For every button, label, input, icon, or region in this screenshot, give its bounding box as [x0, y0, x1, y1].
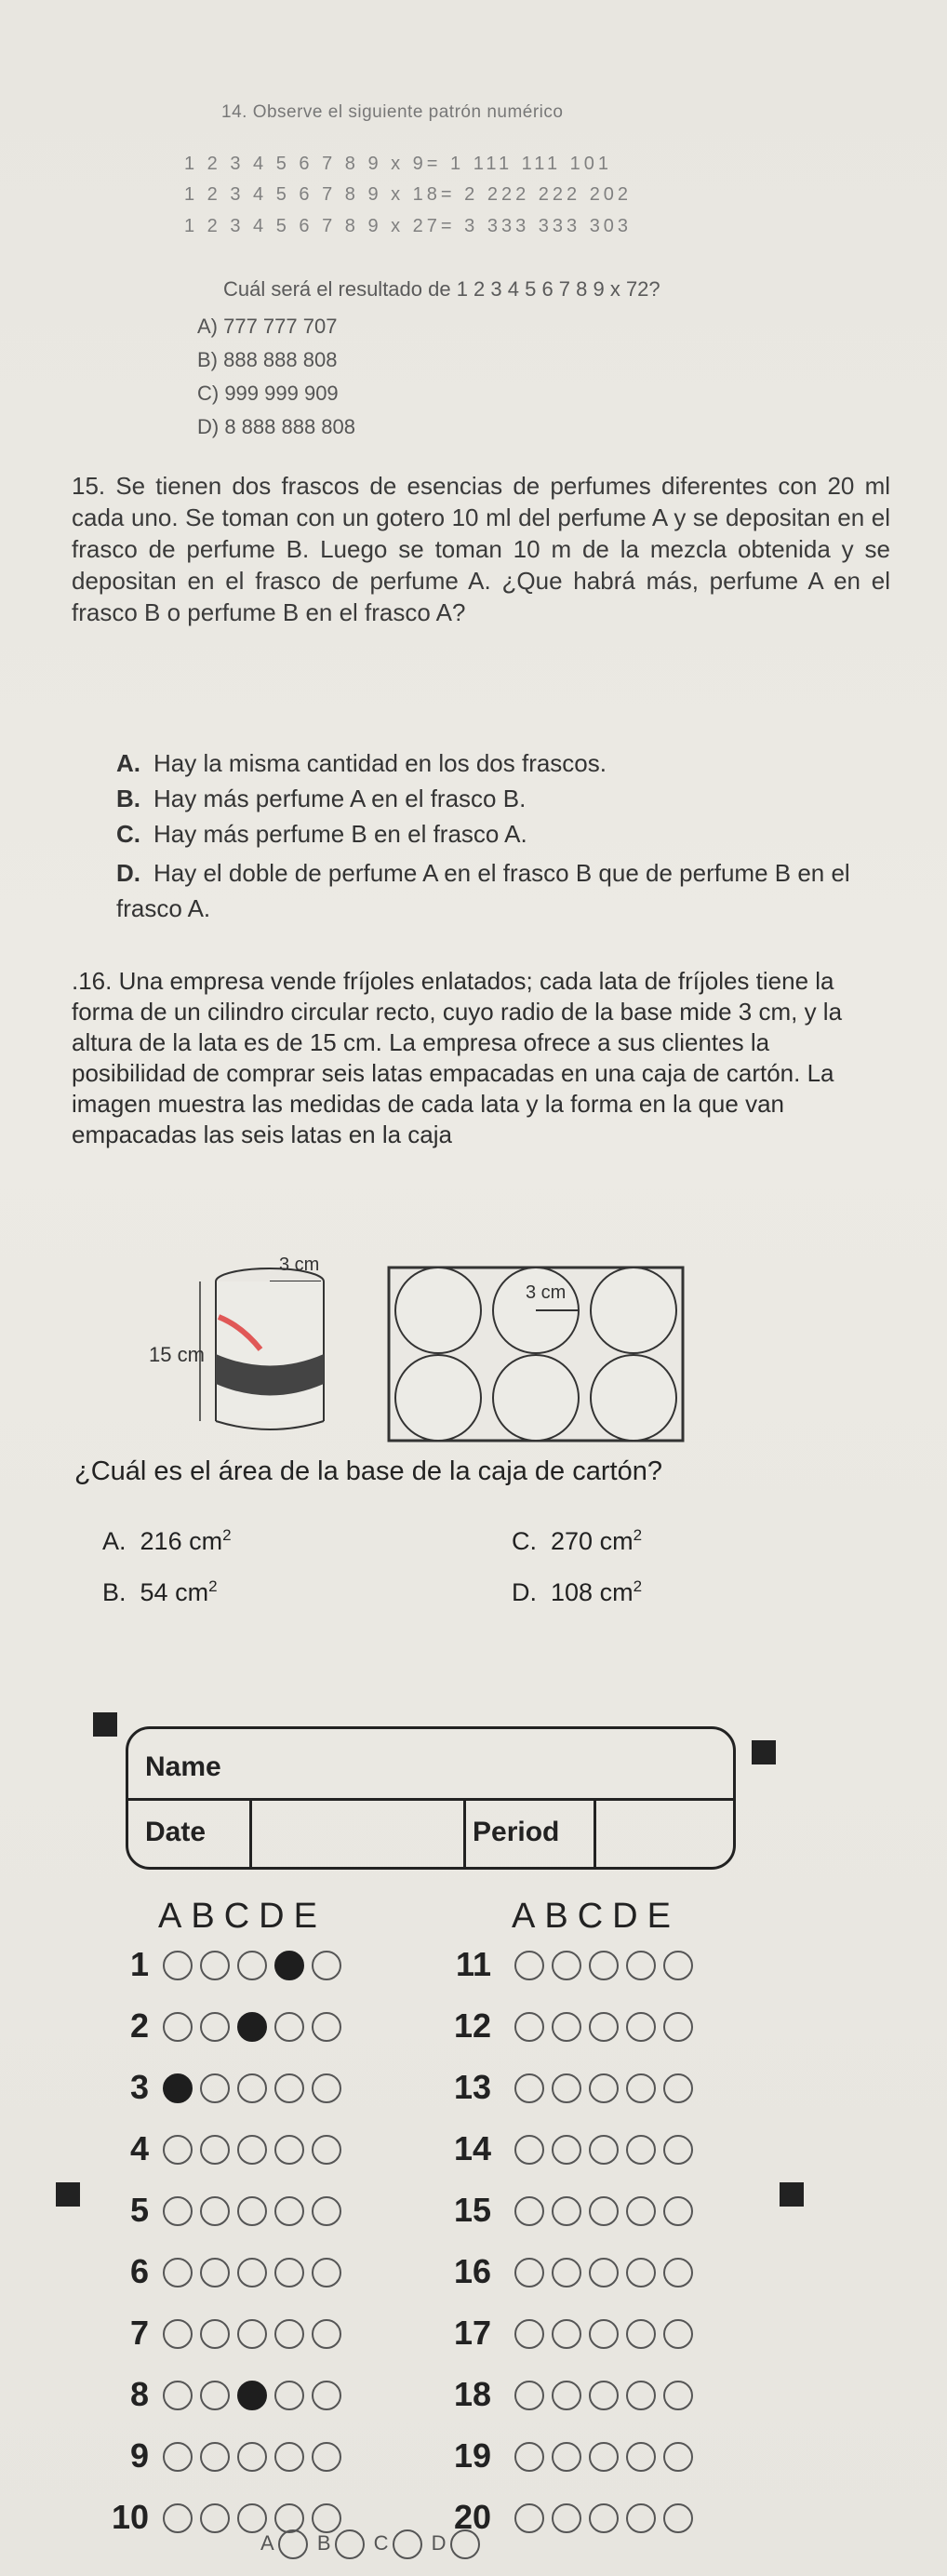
answer-bubble[interactable] [663, 1951, 693, 1980]
bubble-header-left: ABCDE [158, 1897, 327, 1936]
answer-bubble[interactable] [663, 2503, 693, 2533]
footer-bubble[interactable] [393, 2529, 422, 2559]
answer-bubble[interactable] [200, 2135, 230, 2165]
answer-bubble[interactable] [163, 2381, 193, 2410]
answer-bubble[interactable] [274, 2381, 304, 2410]
answer-bubble[interactable] [237, 2012, 267, 2042]
footer-bubbles [260, 2529, 484, 2559]
answer-bubble[interactable] [589, 1951, 619, 1980]
answer-bubble[interactable] [237, 1951, 267, 1980]
answer-bubble[interactable] [552, 2442, 581, 2472]
name-date-box [126, 1726, 736, 1870]
answer-bubble[interactable] [274, 2073, 304, 2103]
name-label: Name [145, 1751, 221, 1782]
q16-answer-d-exp: 2 [633, 1577, 643, 1595]
question-number: 17 [453, 2314, 491, 2352]
answer-bubble[interactable] [163, 1951, 193, 1980]
question-number: 3 [129, 2068, 149, 2106]
answer-bubble[interactable] [626, 2503, 656, 2533]
answer-bubble[interactable] [626, 2442, 656, 2472]
footer-letter: D [431, 2530, 447, 2555]
answer-bubble[interactable] [589, 2381, 619, 2410]
bubble-header-right: ABCDE [512, 1897, 680, 1936]
question-number: 10 [111, 2498, 149, 2536]
answer-bubble[interactable] [312, 2073, 341, 2103]
footer-bubble[interactable] [335, 2529, 365, 2559]
answer-bubble[interactable] [552, 2381, 581, 2410]
answer-bubble[interactable] [200, 2073, 230, 2103]
answer-bubble[interactable] [626, 2073, 656, 2103]
footer-bubble[interactable] [278, 2529, 308, 2559]
answer-bubble[interactable] [663, 2381, 693, 2410]
answer-bubble[interactable] [589, 2073, 619, 2103]
question-number: 15 [453, 2191, 491, 2229]
question-number: 6 [129, 2252, 149, 2290]
answer-bubble[interactable] [552, 2073, 581, 2103]
question-number: 1 [129, 1945, 149, 1983]
answer-bubble[interactable] [514, 2319, 544, 2349]
answer-bubble[interactable] [514, 2258, 544, 2288]
q15-option-c [116, 820, 527, 849]
box-radius-label: 3 cm [526, 1282, 567, 1303]
q14-pattern-line-1: 1 2 3 4 5 6 7 8 9 x 9= 1 111 111 101 [184, 154, 612, 174]
question-number: 5 [129, 2191, 149, 2229]
answer-bubble[interactable] [552, 2319, 581, 2349]
answer-bubble[interactable] [626, 2135, 656, 2165]
q14-pattern-line-3: 1 2 3 4 5 6 7 8 9 x 27= 3 333 333 303 [184, 216, 633, 236]
footer-bubble[interactable] [450, 2529, 480, 2559]
answer-bubble[interactable] [663, 2319, 693, 2349]
answer-bubble[interactable] [274, 2319, 304, 2349]
question-number: 9 [129, 2436, 149, 2475]
answer-bubble[interactable] [237, 2381, 267, 2410]
q16-answer-b-value: 54 cm [140, 1578, 209, 1606]
q16-answer-d [512, 1577, 642, 1607]
can-radius-label: 3 cm [279, 1254, 320, 1275]
answer-bubble[interactable] [274, 2258, 304, 2288]
answer-bubble[interactable] [200, 1951, 230, 1980]
answer-bubble[interactable] [514, 2503, 544, 2533]
q14-option-d: D) 8 888 888 808 [197, 415, 356, 438]
answer-bubble[interactable] [200, 2196, 230, 2226]
answer-bubble[interactable] [274, 2196, 304, 2226]
answer-bubble[interactable] [200, 2381, 230, 2410]
q14-title: 14. Observe el siguiente patrón numérico [221, 102, 564, 122]
q16-answer-c-value: 270 cm [551, 1527, 634, 1555]
q16-answer-b-exp: 2 [208, 1577, 218, 1595]
registration-mark [780, 2182, 804, 2207]
answer-bubble[interactable] [274, 2442, 304, 2472]
answer-bubble[interactable] [663, 2196, 693, 2226]
q14-option-c: C) 999 999 909 [197, 382, 339, 405]
answer-bubble[interactable] [163, 2012, 193, 2042]
q16-answer-c [512, 1526, 642, 1556]
divider [249, 1798, 252, 1867]
q14-pattern-line-2: 1 2 3 4 5 6 7 8 9 x 18= 2 222 222 202 [184, 184, 633, 205]
q16-answer-c-exp: 2 [633, 1526, 643, 1544]
answer-bubble[interactable] [589, 2135, 619, 2165]
answer-bubble[interactable] [626, 2012, 656, 2042]
q15-option-c-letter: C. [116, 820, 140, 848]
q15-option-d-text: Hay el doble de perfume A en el frasco B que de perfume B en el frasco A. [116, 859, 850, 922]
q16-answer-b [102, 1577, 218, 1607]
answer-bubble[interactable] [237, 2073, 267, 2103]
answer-bubble[interactable] [200, 2319, 230, 2349]
answer-bubble[interactable] [312, 2442, 341, 2472]
answer-bubble[interactable] [552, 1951, 581, 1980]
answer-bubble[interactable] [200, 2503, 230, 2533]
q14-option-a: A) 777 777 707 [197, 315, 338, 338]
divider [594, 1798, 596, 1867]
question-number: 16 [453, 2252, 491, 2290]
answer-bubble[interactable] [200, 2258, 230, 2288]
answer-bubble[interactable] [514, 2135, 544, 2165]
q15-option-a-text: Hay la misma cantidad en los dos frascos. [153, 749, 607, 777]
answer-bubble[interactable] [514, 1951, 544, 1980]
q15-text: 15. Se tienen dos frascos de esencias de perfumes diferentes con 20 ml cada uno. Se toman con un gotero 10 ml del perfume A y se depositan en el frasco de perfume B. Luego se toman 10 m de la mezcla obtenida y se depositan en el frasco de perfume A. ¿Que habrá más, perfume A en el frasco B o perfume B en el frasco A? [72, 472, 890, 626]
answer-bubble[interactable] [589, 2258, 619, 2288]
question-number: 2 [129, 2006, 149, 2045]
answer-bubble[interactable] [274, 2135, 304, 2165]
answer-bubble[interactable] [589, 2319, 619, 2349]
q15-option-d [116, 855, 860, 926]
answer-bubble[interactable] [552, 2503, 581, 2533]
question-number: 18 [453, 2375, 491, 2413]
answer-bubble[interactable] [663, 2012, 693, 2042]
q16-answer-a-value: 216 cm [140, 1527, 223, 1555]
registration-mark [56, 2182, 80, 2207]
q16-answer-b-letter: B. [102, 1578, 127, 1606]
answer-bubble[interactable] [626, 2258, 656, 2288]
q15-option-a-letter: A. [116, 749, 140, 777]
answer-bubble[interactable] [552, 2012, 581, 2042]
answer-bubble[interactable] [237, 2196, 267, 2226]
q14-question: Cuál será el resultado de 1 2 3 4 5 6 7 8 9 x 72? [223, 277, 660, 301]
answer-bubble[interactable] [663, 2135, 693, 2165]
question-number: 4 [129, 2129, 149, 2167]
answer-bubble[interactable] [552, 2258, 581, 2288]
question-number: 20 [453, 2498, 491, 2536]
question-number: 8 [129, 2375, 149, 2413]
answer-bubble[interactable] [589, 2503, 619, 2533]
answer-bubble[interactable] [312, 1951, 341, 1980]
answer-bubble[interactable] [514, 2012, 544, 2042]
answer-bubble[interactable] [312, 2012, 341, 2042]
answer-bubble[interactable] [237, 2258, 267, 2288]
q15-option-c-text: Hay más perfume B en el frasco A. [153, 820, 527, 848]
answer-bubble[interactable] [237, 2319, 267, 2349]
answer-bubble[interactable] [514, 2073, 544, 2103]
answer-bubble[interactable] [626, 1951, 656, 1980]
answer-bubble[interactable] [663, 2258, 693, 2288]
answer-bubble[interactable] [163, 2073, 193, 2103]
answer-bubble[interactable] [200, 2442, 230, 2472]
answer-bubble[interactable] [312, 2319, 341, 2349]
q15-option-a [116, 749, 607, 778]
q16-answer-d-letter: D. [512, 1578, 537, 1606]
answer-bubble[interactable] [163, 2196, 193, 2226]
answer-bubble[interactable] [163, 2258, 193, 2288]
question-number: 14 [453, 2129, 491, 2167]
q16-answer-d-value: 108 cm [551, 1578, 634, 1606]
registration-mark [93, 1712, 117, 1737]
answer-bubble[interactable] [163, 2319, 193, 2349]
answer-bubble[interactable] [237, 2442, 267, 2472]
answer-bubble[interactable] [589, 2196, 619, 2226]
answer-bubble[interactable] [514, 2442, 544, 2472]
q14-option-b: B) 888 888 808 [197, 348, 338, 371]
answer-bubble[interactable] [312, 2258, 341, 2288]
question-number: 13 [453, 2068, 491, 2106]
answer-bubble[interactable] [663, 2073, 693, 2103]
answer-bubble[interactable] [163, 2135, 193, 2165]
q15-option-b-text: Hay más perfume A en el frasco B. [153, 785, 527, 812]
answer-bubble[interactable] [626, 2381, 656, 2410]
can-height-label: 15 cm [149, 1343, 205, 1366]
answer-bubble[interactable] [514, 2381, 544, 2410]
answer-bubble[interactable] [589, 2012, 619, 2042]
answer-bubble[interactable] [163, 2442, 193, 2472]
q16-answer-c-letter: C. [512, 1527, 537, 1555]
q15-option-d-letter: D. [116, 859, 140, 887]
answer-bubble[interactable] [237, 2135, 267, 2165]
q16-question: ¿Cuál es el área de la base de la caja de cartón? [74, 1456, 662, 1486]
answer-bubble[interactable] [589, 2442, 619, 2472]
q15-option-b [116, 785, 526, 813]
registration-mark [752, 1740, 776, 1764]
footer-letter: C [373, 2530, 389, 2555]
question-number: 12 [453, 2006, 491, 2045]
answer-bubble[interactable] [663, 2442, 693, 2472]
answer-bubble[interactable] [274, 2012, 304, 2042]
question-number: 19 [453, 2436, 491, 2475]
answer-bubble[interactable] [626, 2196, 656, 2226]
footer-letter: B [316, 2530, 331, 2555]
q16-answer-a [102, 1526, 232, 1556]
question-number: 11 [455, 1945, 491, 1983]
date-label: Date [145, 1817, 207, 1847]
q16-answer-a-letter: A. [102, 1527, 127, 1555]
answer-bubble[interactable] [312, 2381, 341, 2410]
footer-letter: A [260, 2530, 274, 2555]
answer-bubble[interactable] [163, 2503, 193, 2533]
answer-bubble[interactable] [200, 2012, 230, 2042]
question-number: 7 [129, 2314, 149, 2352]
answer-bubble[interactable] [514, 2196, 544, 2226]
divider [463, 1798, 466, 1867]
answer-bubble[interactable] [274, 1951, 304, 1980]
q15-option-b-letter: B. [116, 785, 140, 812]
answer-bubble[interactable] [552, 2196, 581, 2226]
q16-answer-a-exp: 2 [222, 1526, 232, 1544]
answer-bubble[interactable] [626, 2319, 656, 2349]
answer-bubble[interactable] [312, 2196, 341, 2226]
answer-bubble[interactable] [552, 2135, 581, 2165]
period-label: Period [473, 1817, 560, 1847]
q16-text: .16. Una empresa vende fríjoles enlatados; cada lata de fríjoles tiene la forma de un cilindro circular recto, cuyo radio de la base mide 3 cm, y la altura de la lata es de 15 cm. La empresa ofrece a sus clientes la posibilidad de comprar seis latas empacadas en una caja de cartón. La imagen muestra las medidas de cada lata y la forma en la que van empacadas las seis latas en la caja [72, 967, 843, 1148]
answer-bubble[interactable] [312, 2135, 341, 2165]
